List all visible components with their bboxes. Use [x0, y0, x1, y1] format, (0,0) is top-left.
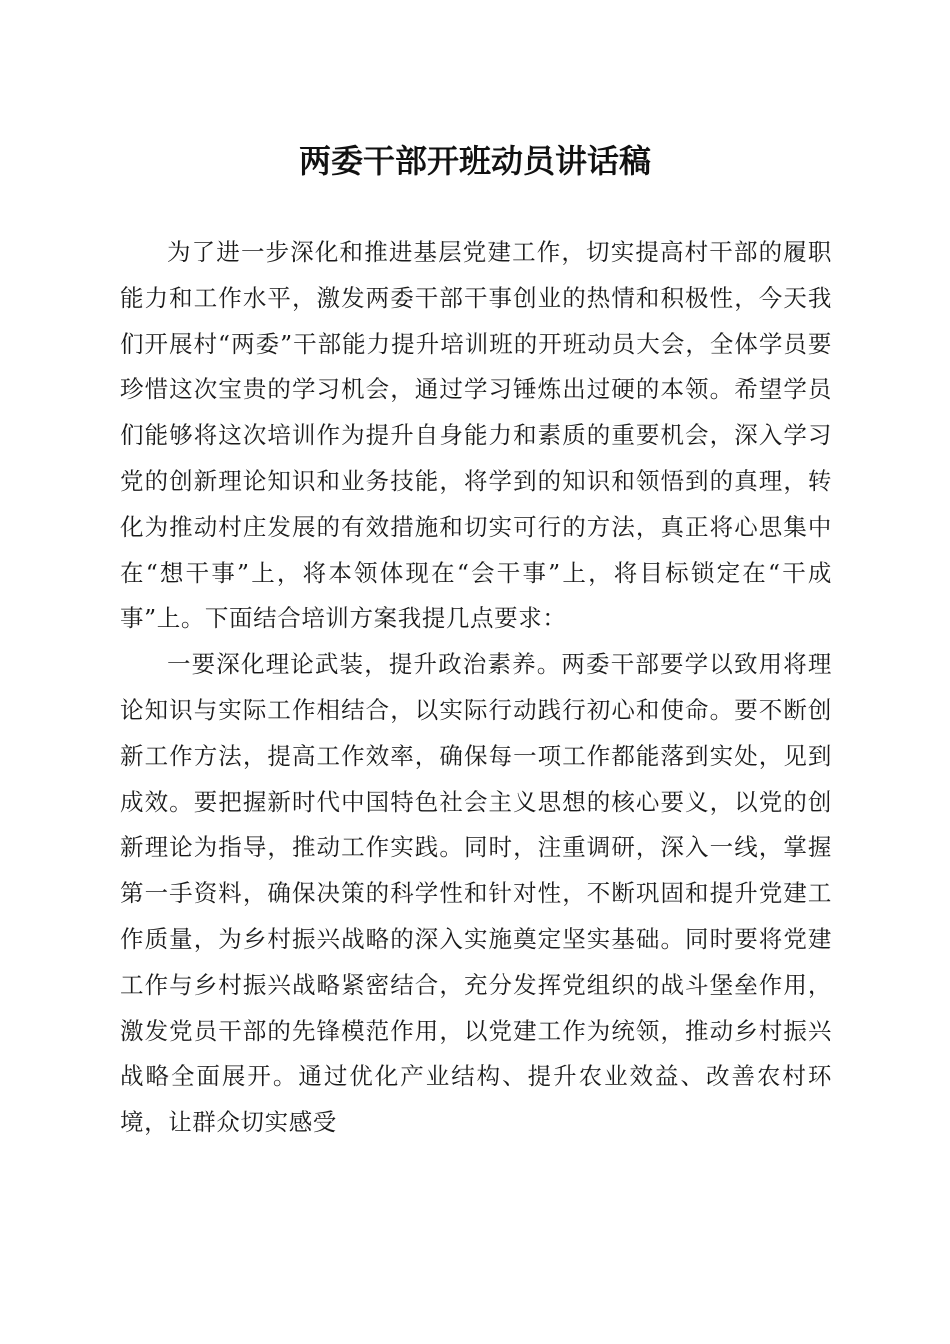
document-body	[120, 230, 832, 1146]
paragraph-requirement-one: 一要深化理论武装，提升政治素养。两委干部要学以致用将理论知识与实际工作相结合，以实际行动践行初心和使命。要不断创新工作方法，提高工作效率，确保每一项工作都能落到实处，见到成效。要把握新时代中国特色社会主义思想的核心要义，以党的创新理论为指导，推动工作实践。同时，注重调研，深入一线，掌握第一手资料，确保决策的科学性和针对性，不断巩固和提升党建工作质量，为乡村振兴战略的深入实施奠定坚实基础。同时要将党建工作与乡村振兴战略紧密结合，充分发挥党组织的战斗堡垒作用，激发党员干部的先锋模范作用，以党建工作为统领，推动乡村振兴战略全面展开。通过优化产业结构、提升农业效益、改善农村环境，让群众切实感受	[120, 650, 832, 1137]
paragraph-intro: 为了进一步深化和推进基层党建工作，切实提高村干部的履职能力和工作水平，激发两委干部干事创业的热情和积极性，今天我们开展村“两委”干部能力提升培训班的开班动员大会，全体学员要珍惜这次宝贵的学习机会，通过学习锤炼出过硬的本领。希望学员们能够将这次培训作为提升自身能力和素质的重要机会，深入学习党的创新理论知识和业务技能，将学到的知识和领悟到的真理，转化为推动村庄发展的有效措施和切实可行的方法，真正将心思集中在“想干事”上，将本领体现在“会干事”上，将目标锁定在“干成事”上。下面结合培训方案我提几点要求：	[120, 238, 832, 633]
document-title: 两委干部开班动员讲话稿	[298, 142, 651, 180]
